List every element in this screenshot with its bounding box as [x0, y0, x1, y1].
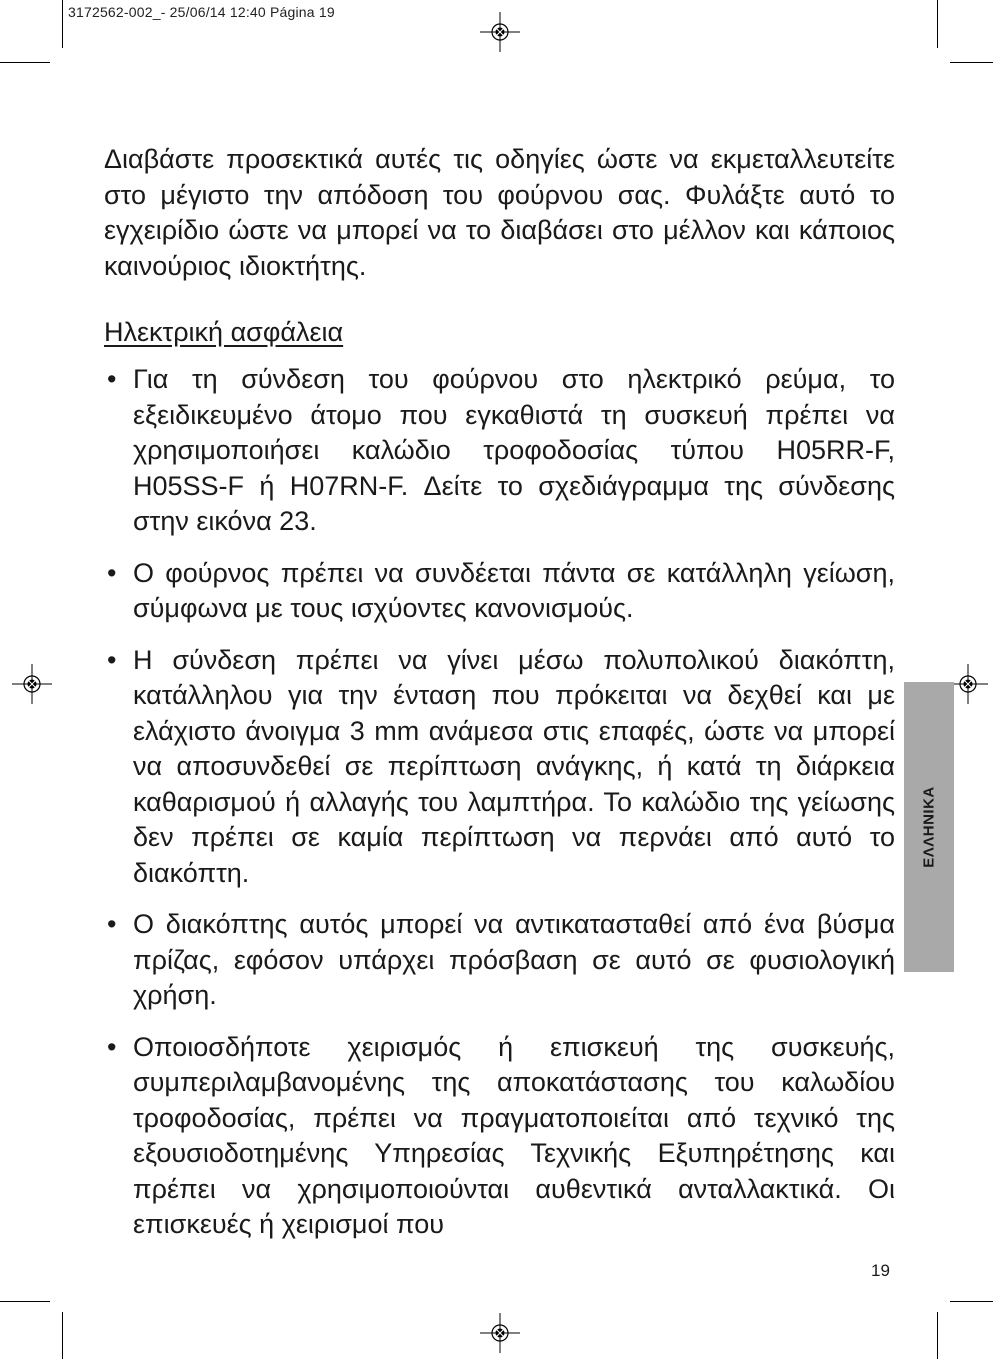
- list-item: [104, 1030, 895, 1243]
- crop-mark-bottom-left-h: [0, 1301, 50, 1302]
- list-item-text: Η σύνδεση πρέπει να γίνει μέσω πολυπολικού διακόπτη, κατάλληλου για την ένταση που πρόκειται να δεχθεί και με ελάχιστο άνοιγμα 3 mm ανάμεσα στις επαφές, ώστε να μπορεί να αποσυνδεθεί σε περίπτωση ανάγκης, ή κατά τη διάρκεια καθαρισμού ή αλλαγής του λαμπτήρα. Το καλώδιο της γείωσης δεν πρέπει σε καμία περίπτωση να περνάει από αυτό το διακόπτη.: [133, 644, 895, 888]
- registration-crosshair-icon: [480, 1313, 520, 1353]
- crop-mark-bottom-left-v: [62, 1312, 63, 1359]
- registration-crosshair-icon: [948, 664, 988, 704]
- bullet-icon: •: [107, 364, 117, 394]
- safety-bullet-list: [104, 362, 895, 1259]
- bullet-icon: •: [107, 644, 117, 675]
- list-item: [104, 556, 895, 627]
- list-item-text: Ο φούρνος πρέπει να συνδέεται πάντα σε κατάλληλη γείωση, σύμφωνα με τους ισχύοντες κανονισμούς.: [133, 557, 895, 623]
- language-tab-label: ΕΛΛΗΝΙΚΑ: [920, 786, 938, 868]
- intro-paragraph: Διαβάστε προσεκτικά αυτές τις οδηγίες ώστε να εκμεταλλευτείτε στο μέγιστο την απόδοση του φούρνου σας. Φυλάξτε αυτό το εγχειρίδιο ώστε να μπορεί να το διαβάσει στο μέλλον και κάποιος καινούριος ιδιοκτήτης.: [104, 144, 895, 281]
- crop-mark-bottom-right-v: [937, 1312, 938, 1359]
- list-item: [104, 643, 895, 892]
- list-item-text: Για τη σύνδεση του φούρνου στο ηλεκτρικό ρεύμα, το εξειδικευμένο άτομο που εγκαθιστά τη συσκευή πρέπει να χρησιμοποιήσει καλώδιο τροφοδοσίας τύπου H05RR-F, H05SS-F ή H07RN-F. Δείτε το σχεδιάγραμμα της σύνδεσης στην εικόνα 23.: [133, 364, 895, 536]
- bullet-icon: •: [107, 909, 117, 939]
- page-number: 19: [871, 1261, 890, 1280]
- print-header: 3172562-002_- 25/06/14 12:40 Página 19: [68, 4, 335, 20]
- crop-mark-top-left-h: [0, 62, 50, 63]
- section-heading: Ηλεκτρική ασφάλεια: [104, 317, 344, 347]
- registration-crosshair-icon: [480, 12, 520, 52]
- language-side-tab: [904, 682, 954, 972]
- list-item: [104, 362, 895, 540]
- bullet-icon: •: [107, 557, 117, 588]
- bullet-icon: •: [107, 1031, 117, 1062]
- crop-mark-top-right-v: [937, 0, 938, 48]
- list-item-text: Οποιοσδήποτε χειρισμός ή επισκευή της συσκευής, συμπεριλαμβανομένης της αποκατάστασης του καλωδίου τροφοδοσίας, πρέπει να πραγματοποιείται από τεχνικό της εξουσιοδοτημένης Υπηρεσίας Τεχνικής Εξυπηρέτησης και πρέπει να χρησιμοποιούνται αυθεντικά ανταλλακτικά. Οι επισκευές ή χειρισμοί που: [133, 1031, 895, 1239]
- registration-crosshair-icon: [12, 664, 52, 704]
- list-item-text: Ο διακόπτης αυτός μπορεί να αντικατασταθεί από ένα βύσμα πρίζας, εφόσον υπάρχει πρόσβαση σε αυτό σε φυσιολογική χρήση.: [133, 909, 895, 1010]
- crop-mark-bottom-right-h: [950, 1301, 993, 1302]
- crop-mark-top-left-v: [62, 0, 63, 48]
- crop-mark-top-right-h: [950, 62, 993, 63]
- list-item: [104, 907, 895, 1014]
